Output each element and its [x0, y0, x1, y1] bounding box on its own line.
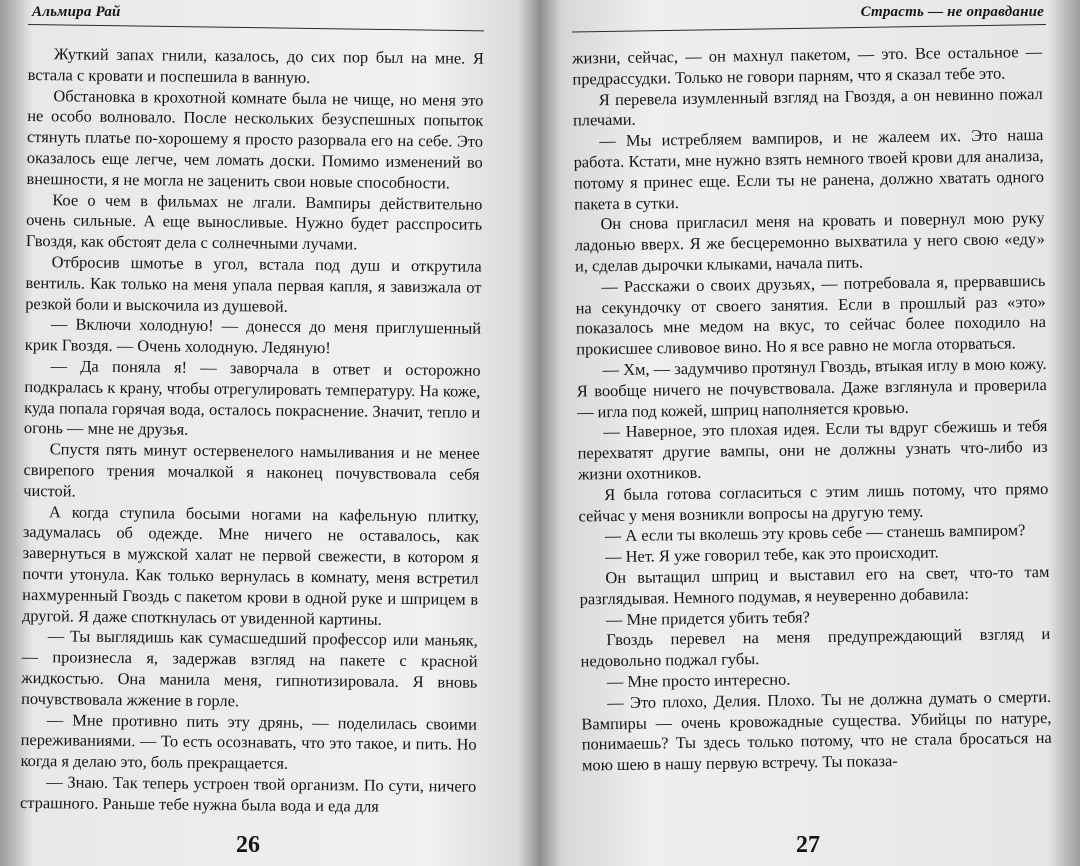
- left-page: [0, 0, 528, 866]
- paragraph: жизни, сейчас, — он махнул пакетом, — это. Все остальное — предрассудки. Только не говори парням, что я сказал тебе это.: [572, 42, 1043, 89]
- page-number: 27: [796, 832, 820, 858]
- paragraph: — Нет. Я уже говорил тебе, как это происходит.: [605, 542, 939, 567]
- paragraph: — Хм, — задумчиво протянул Гвоздь, втыкая иглу в мою кожу. Я вообще ничего не почувствовала. Даже взглянула и проверила — игла под кожей, шприц наполняется кровью.: [576, 353, 1047, 422]
- paragraph: — Включи холодную! — донесся до меня приглушенный крик Гвоздя. — Очень холодную. Ледяную!: [24, 314, 482, 358]
- right-page: [552, 0, 1080, 866]
- paragraph: Кое о чем в фильмах не лгали. Вампиры действительно очень сильные. А еще выносливые. Нужно будет расспросить Гвоздя, как обстоят дела с солнечными лучами.: [25, 189, 483, 254]
- paragraph: Обстановка в крохотной комнате была не чище, но меня это не особо волновало. После нескольких безуспешных попыток стянуть платье по-хорошему я просто разорвала его на себе. Это оказалось еще легче, чем ломать доски. Помимо изменений во внешности, я не могла не заценить свои новые способности.: [26, 85, 484, 193]
- paragraph: Он снова пригласил меня на кровать и повернул мою руку ладонью вверх. Я же бесцеремонно выхватила у него свою «еду» и, сделав дырочки клыками, начала пить.: [574, 208, 1045, 276]
- paragraph: Гвоздь перевел на меня предупреждающий взгляд и недовольно поджал губы.: [580, 624, 1051, 671]
- paragraph: — А если ты вколешь эту кровь себе — станешь вампиром?: [604, 520, 1026, 546]
- paragraph: — Расскажи о своих друзьях, — потребовала я, прервавшись на секундочку от своего занятия. Если в прошлый раз «это» показалось мне медом на вкус, то сейчас более походило на прокисшее сливовое вино. Но я все равно не могла оторваться.: [575, 270, 1047, 359]
- paragraph: — Наверное, это плохая идея. Если ты вдруг сбежишь и тебя перехватят другие вампы, они не должны узнать что-либо из жизни охотников.: [577, 416, 1048, 484]
- paragraph: — Да поняла я! — заворчала в ответ и осторожно подкралась к крану, чтобы отрегулировать температуру. На коже, куда попала горячая вода, осталось покраснение. Значит, тепло и огонь — мне не друзья.: [23, 356, 481, 440]
- paragraph: Отбросив шмотье в угол, встала под душ и открутила вентиль. Как только на меня упала первая капля, я завизжала от резкой боли и выскочила из душевой.: [25, 252, 482, 316]
- paragraph: А когда ступила босыми ногами на кафельную плитку, задумалась об одежде. Мне ничего не оставалось, как завернуться в мужской халат не первой свежести, в котором я почти утонула. Как только вернулась в комнату, меня встретил нахмуренный Гвоздь с пакетом крови в одной руке и шприцем в другой. Я даже споткнулась от увиденной картины.: [21, 501, 480, 629]
- header-rule: [28, 24, 484, 31]
- paragraph: — Мне просто интересно.: [606, 669, 791, 692]
- header-rule: [572, 24, 1046, 32]
- left-page-text: [20, 44, 484, 818]
- paragraph: Он вытащил шприц и выставил его на свет, что-то там разглядывая. Немного подумав, я неуверенно добавила:: [579, 561, 1050, 609]
- paragraph: — Это плохо, Делия. Плохо. Ты не должна думать о смерти. Вампиры — очень кровожадные существа. Убийцы по натуре, понимаешь? Ты здесь только потому, что не стала бросаться на мою шею в нашу первую встречу. Ты показа-: [581, 686, 1052, 775]
- running-head-author: Альмира Рай: [32, 4, 121, 20]
- page-number: 26: [236, 832, 260, 858]
- paragraph: — Мне придется убить тебя?: [605, 606, 810, 629]
- paragraph: Я перевела изумленный взгляд на Гвоздя, а он невинно пожал плечами.: [572, 83, 1043, 130]
- paragraph: — Знаю. Так теперь устроен твой организм. По сути, ничего страшного. Раньше тебе нужна была вода и еда для: [19, 772, 477, 816]
- paragraph: Жуткий запах гнили, казалось, до сих пор был на мне. Я встала с кровати и поспешила в ванную.: [27, 44, 484, 87]
- paragraph: Спустя пять минут остервенелого намыливания и не менее свирепого трения мочалкой я наконец почувствовала себя чистой.: [23, 439, 480, 501]
- paragraph: — Мы истребляем вампиров, и не жалеем их. Это наша работа. Кстати, мне нужно взять немного твоей крови для анализа, потому я принес еще. Если ты не ранена, должно хватать одного пакета в сутки.: [573, 125, 1045, 214]
- running-head-title: Страсть — не оправдание: [860, 4, 1044, 20]
- paragraph: Я была готова согласиться с этим лишь потому, что прямо сейчас у меня возникли вопросы на другую тему.: [578, 478, 1049, 526]
- paragraph: — Ты выглядишь как сумасшедший профессор или маньяк, — произнесла я, задержав взгляд на пакете с красной жидкостью. Она манила меня, гипнотизировала. Я вновь почувствовала жжение в горле.: [21, 626, 478, 710]
- paragraph: — Мне противно пить эту дрянь, — поделилась своими переживаниями. — То есть осознавать, что это такое, и пить. Но когда я делаю это, боль прекращается.: [20, 709, 478, 773]
- right-page-text: [572, 42, 1052, 776]
